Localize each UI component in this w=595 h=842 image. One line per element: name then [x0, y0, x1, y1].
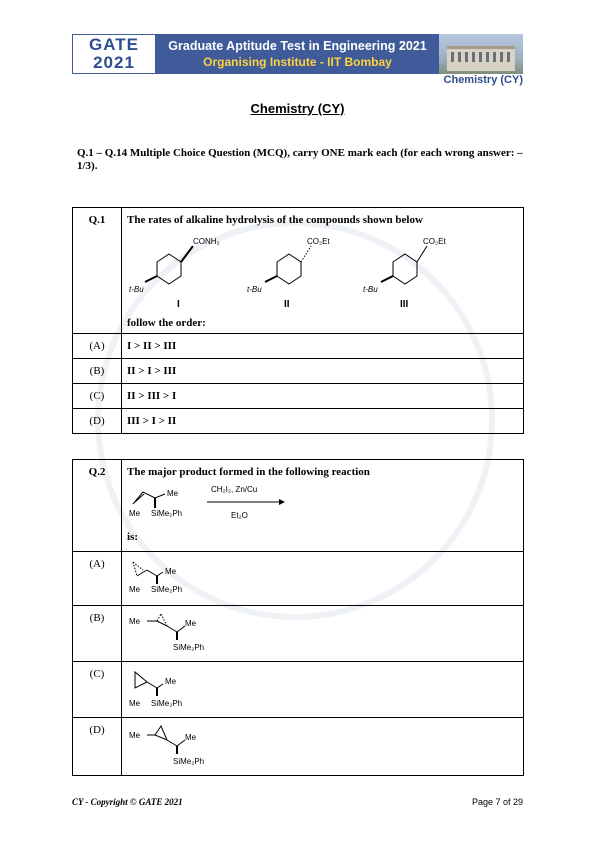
banner-subtitle: Organising Institute - IIT Bombay — [203, 55, 392, 69]
reagent-top: CH₂I₂, Zn/Cu — [211, 485, 258, 494]
option-letter: (D) — [73, 409, 122, 434]
banner-title: Graduate Aptitude Test in Engineering 2021 — [168, 39, 427, 53]
question-2-table — [72, 459, 524, 776]
compound-I-label: I — [177, 299, 180, 310]
option-C-structure — [127, 668, 247, 710]
label-me: Me — [129, 699, 141, 708]
compound-III-structure — [363, 237, 446, 310]
compound-I-structure — [129, 237, 220, 310]
label-me: Me — [129, 585, 141, 594]
label-si: SiMe₂Ph — [173, 757, 205, 766]
option-D-structure — [127, 724, 267, 768]
compound-II-tbu: t-Bu — [247, 285, 262, 294]
option-letter: (B) — [73, 359, 122, 384]
option-structure-cell — [122, 662, 524, 718]
label-me: Me — [165, 677, 177, 686]
question-stem-cell — [122, 208, 524, 334]
page-title: Chemistry (CY) — [250, 101, 345, 116]
label-me: Me — [129, 617, 141, 626]
option-B-structure — [127, 612, 267, 654]
reaction-scheme — [127, 478, 517, 528]
compound-II-structure — [247, 237, 330, 310]
question-number: Q.2 — [73, 460, 122, 552]
label-me: Me — [129, 731, 141, 740]
label-si: SiMe₂Ph — [151, 699, 183, 708]
gate-logo — [72, 34, 156, 74]
reagent-bottom: Et₂O — [231, 511, 248, 520]
header-banner — [72, 34, 523, 74]
option-text: II > I > III — [122, 359, 524, 384]
question-stem: The major product formed in the following reaction — [127, 466, 370, 478]
compound-I-tbu: t-Bu — [129, 285, 144, 294]
option-row[interactable] — [73, 718, 524, 776]
option-row[interactable] — [73, 662, 524, 718]
question-stem-cell — [122, 460, 524, 552]
option-text: II > III > I — [122, 384, 524, 409]
reactant-me: Me — [167, 489, 179, 498]
banner-text — [156, 34, 439, 74]
option-row[interactable] — [73, 552, 524, 606]
compound-III-label: III — [400, 299, 409, 310]
footer-copyright: CY - Copyright © GATE 2021 — [72, 797, 183, 807]
option-row[interactable] — [73, 606, 524, 662]
reactant-si: SiMe₂Ph — [151, 509, 183, 518]
reactant-me2: Me — [129, 509, 141, 518]
logo-line2: 2021 — [93, 53, 135, 72]
option-letter: (A) — [73, 334, 122, 359]
compound-II-substituent: CO₂Et — [307, 237, 330, 246]
label-me: Me — [165, 567, 177, 576]
compound-II-label: II — [284, 299, 290, 310]
question-stem: The rates of alkaline hydrolysis of the compounds shown below — [127, 214, 423, 226]
question-tail: is: — [127, 531, 138, 543]
option-letter: (D) — [73, 718, 122, 776]
option-letter: (B) — [73, 606, 122, 662]
option-row[interactable] — [73, 409, 524, 434]
compound-III-tbu: t-Bu — [363, 285, 378, 294]
subject-tag: Chemistry (CY) — [443, 74, 523, 86]
option-structure-cell — [122, 552, 524, 606]
option-structure-cell — [122, 606, 524, 662]
logo-line1: GATE — [89, 35, 139, 54]
question-tail: follow the order: — [127, 317, 206, 329]
option-letter: (C) — [73, 662, 122, 718]
section-instructions: Q.1 – Q.14 Multiple Choice Question (MCQ), carry ONE mark each (for each wrong answer: – 1/3). — [77, 147, 523, 172]
institute-building-image — [439, 34, 523, 74]
label-me: Me — [185, 733, 197, 742]
option-letter: (A) — [73, 552, 122, 606]
option-row[interactable] — [73, 359, 524, 384]
option-row[interactable] — [73, 334, 524, 359]
label-me: Me — [185, 619, 197, 628]
option-A-structure — [127, 558, 247, 598]
footer-page-number: Page 7 of 29 — [471, 797, 523, 807]
compounds-structures — [127, 226, 517, 310]
compound-I-substituent: CONH₂ — [193, 237, 220, 246]
compound-III-substituent: CO₂Et — [423, 237, 446, 246]
question-1-table — [72, 207, 524, 434]
option-text: III > I > II — [122, 409, 524, 434]
question-number: Q.1 — [73, 208, 122, 334]
label-si: SiMe₂Ph — [173, 643, 205, 652]
option-structure-cell — [122, 718, 524, 776]
option-row[interactable] — [73, 384, 524, 409]
option-letter: (C) — [73, 384, 122, 409]
option-text: I > II > III — [122, 334, 524, 359]
label-si: SiMe₂Ph — [151, 585, 183, 594]
